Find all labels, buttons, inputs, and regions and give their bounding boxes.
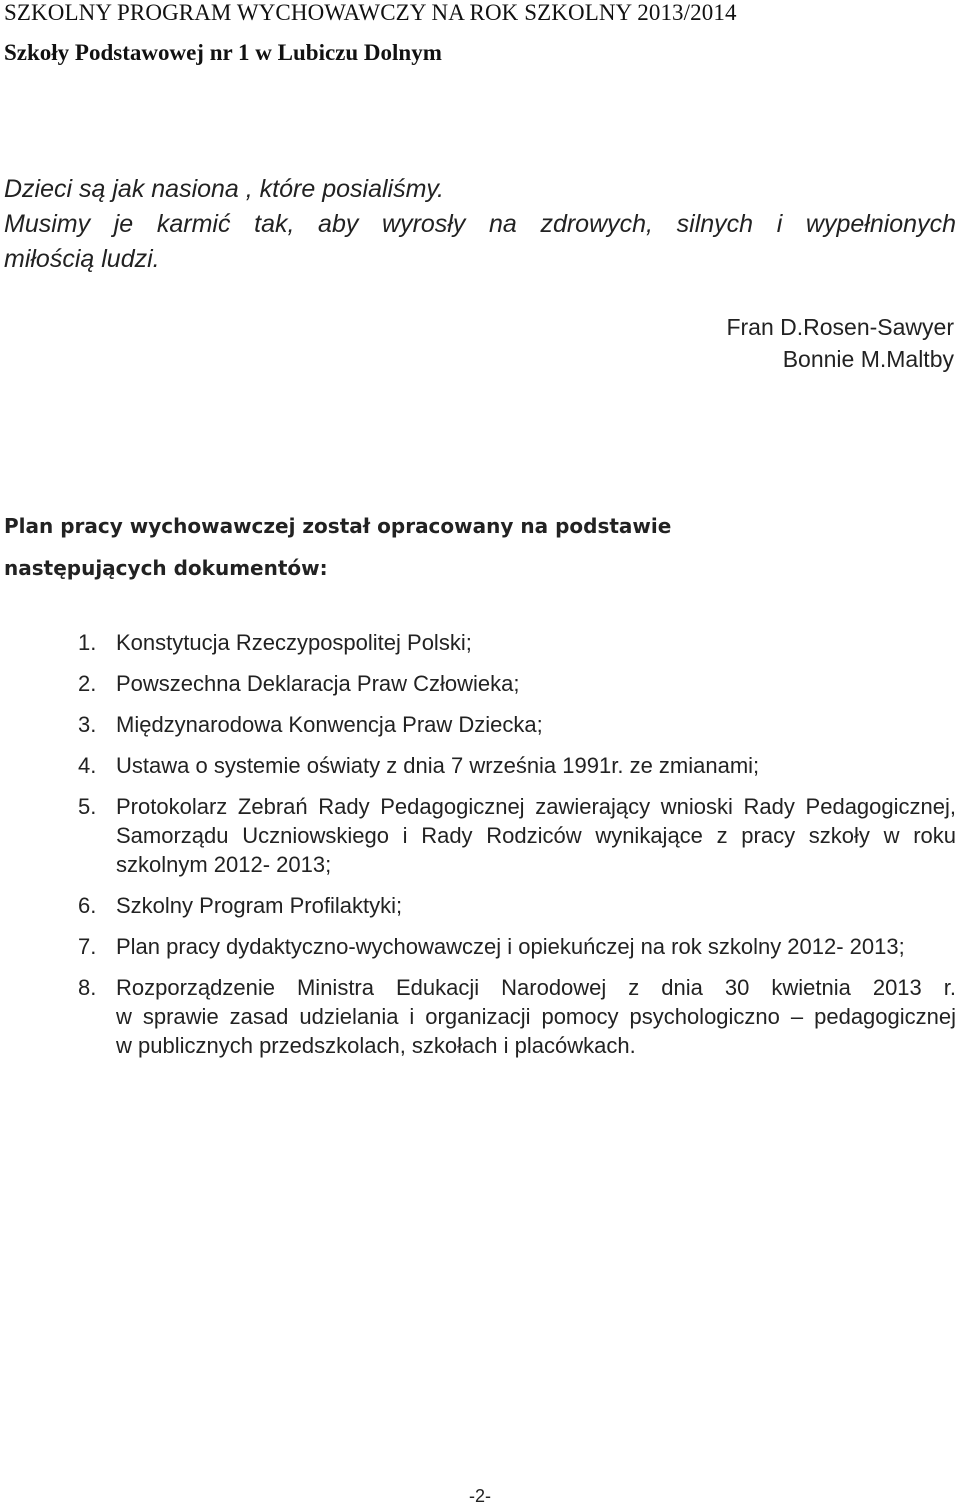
list-item-line: Szkolny Program Profilaktyki;: [116, 893, 403, 918]
list-item: [78, 669, 956, 698]
list-item-line: Rozporządzenie Ministra Edukacji Narodowej z dnia 30 kwietnia 2013 r.: [116, 975, 956, 1000]
list-item-number: 3.: [78, 712, 97, 737]
list-item-text: [116, 710, 956, 739]
list-item-number: 7.: [78, 934, 97, 959]
list-item-line: Konstytucja Rzeczypospolitej Polski;: [116, 630, 472, 655]
list-item-line: szkolnym 2012- 2013;: [116, 852, 332, 877]
school-name: Szkoły Podstawowej nr 1 w Lubiczu Dolnym: [4, 40, 442, 65]
list-item: [78, 932, 956, 961]
list-item-line: Samorządu Uczniowskiego i Rady Rodziców wynikające z pracy szkoły w roku: [116, 823, 956, 848]
list-item-line: Plan pracy dydaktyczno-wychowawczej i opiekuńczej na rok szkolny 2012- 2013;: [116, 934, 905, 959]
list-item-number: 4.: [78, 753, 97, 778]
list-item-text: [116, 891, 956, 920]
list-item-line: w publicznych przedszkolach, szkołach i placówkach.: [116, 1033, 636, 1058]
plan-heading-line-2: następujących dokumentów:: [4, 556, 328, 580]
list-item-number: 1.: [78, 630, 97, 655]
plan-heading-line-1: Plan pracy wychowawczej został opracowany na podstawie: [4, 514, 672, 538]
source-documents-list: [78, 628, 956, 1072]
list-item: [78, 751, 956, 780]
list-item-line: w sprawie zasad udzielania i organizacji pomocy psychologiczno – pedagogicznej: [116, 1004, 956, 1029]
list-item-text: [116, 973, 956, 1060]
list-item-text: [116, 932, 956, 961]
motto-line-2: Musimy je karmić tak, aby wyrosły na zdrowych, silnych i wypełnionych: [4, 210, 956, 238]
list-item-line: Powszechna Deklaracja Praw Człowieka;: [116, 671, 520, 696]
quote-authors: [726, 311, 954, 375]
list-item-number: 6.: [78, 893, 97, 918]
list-item: [78, 792, 956, 879]
list-item-line: Międzynarodowa Konwencja Praw Dziecka;: [116, 712, 543, 737]
list-item-number: 8.: [78, 975, 97, 1000]
list-item-text: [116, 792, 956, 879]
list-item-text: [116, 751, 956, 780]
list-item: [78, 628, 956, 657]
plan-heading: [4, 505, 671, 589]
list-item-number: 5.: [78, 794, 97, 819]
list-item: [78, 973, 956, 1060]
list-item-line: Ustawa o systemie oświaty z dnia 7 września 1991r. ze zmianami;: [116, 753, 760, 778]
document-title: SZKOLNY PROGRAM WYCHOWAWCZY NA ROK SZKOLNY 2013/2014: [4, 0, 737, 25]
list-item: [78, 710, 956, 739]
quote-author-1: Fran D.Rosen-Sawyer: [726, 314, 954, 340]
list-item-text: [116, 628, 956, 657]
quote-author-2: Bonnie M.Maltby: [782, 346, 954, 372]
motto-line-3: miłością ludzi.: [4, 245, 160, 273]
motto-line-1: Dzieci są jak nasiona , które posialiśmy.: [4, 175, 444, 203]
list-item-text: [116, 669, 956, 698]
page-number: -2-: [469, 1486, 491, 1506]
motto-quote: [4, 172, 956, 277]
list-item-line: Protokolarz Zebrań Rady Pedagogicznej zawierający wnioski Rady Pedagogicznej,: [116, 794, 956, 819]
list-item: [78, 891, 956, 920]
list-item-number: 2.: [78, 671, 97, 696]
